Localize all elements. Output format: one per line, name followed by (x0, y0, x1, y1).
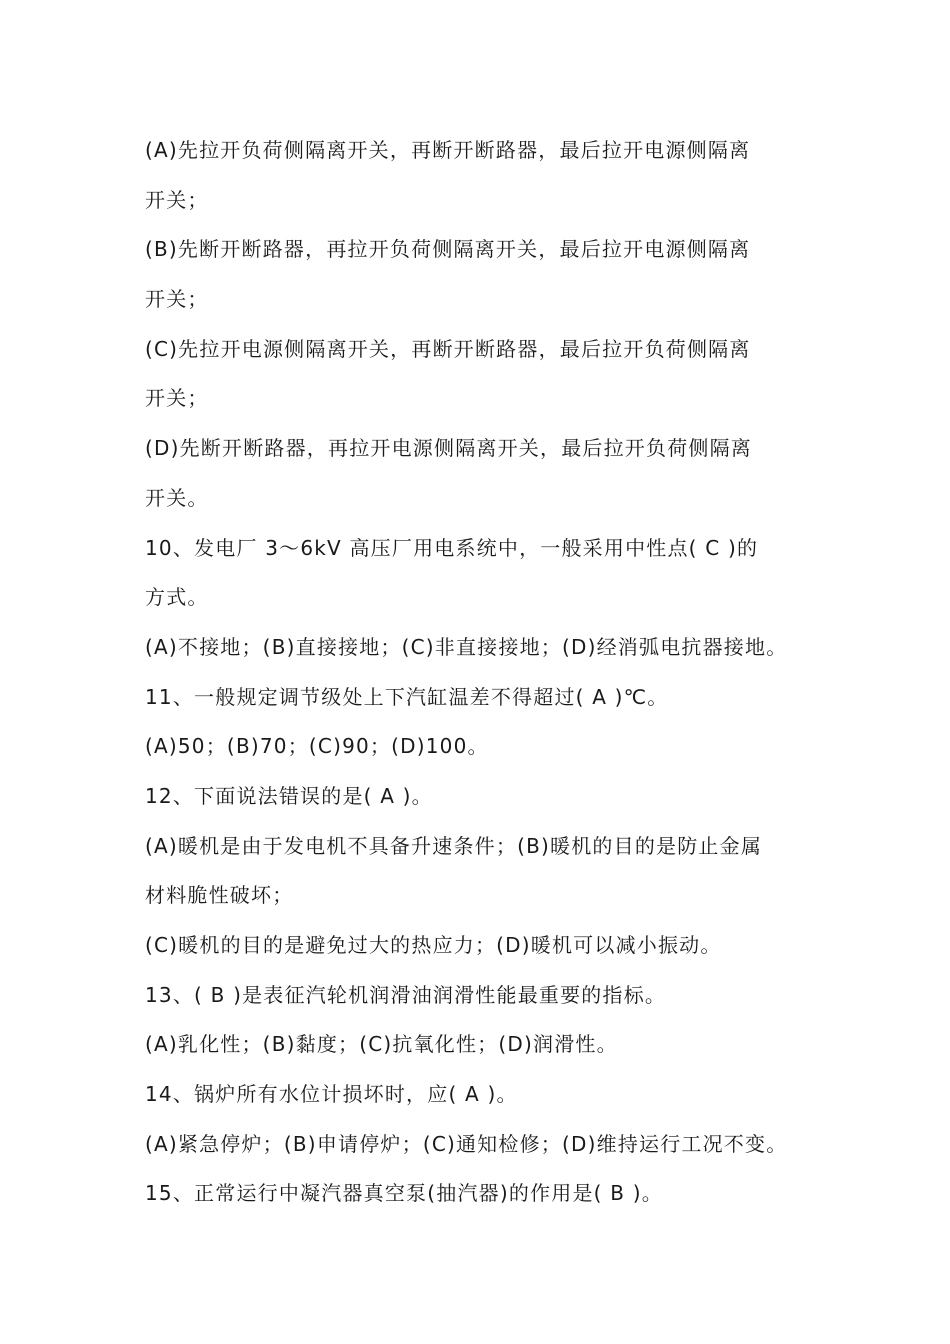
question-15: 15、正常运行中凝汽器真空泵(抽汽器)的作用是( B )。 (145, 1181, 663, 1206)
option-b-continuation: 开关； (145, 287, 209, 312)
option-d-continuation: 开关。 (145, 485, 209, 510)
question-12: 12、下面说法错误的是( A )。 (145, 783, 433, 808)
option-c-continuation: 开关； (145, 386, 209, 411)
question-10-continuation: 方式。 (145, 585, 209, 610)
option-d-line: (D)先断开断路器，再拉开电源侧隔离开关，最后拉开负荷侧隔离 (145, 436, 753, 461)
question-13: 13、( B )是表征汽轮机润滑油润滑性能最重要的指标。 (145, 982, 667, 1007)
question-14: 14、锅炉所有水位计损坏时，应( A )。 (145, 1082, 518, 1107)
option-a-line: (A)先拉开负荷侧隔离开关，再断开断路器，最后拉开电源侧隔离 (145, 138, 751, 162)
question-11-options: (A)50；(B)70；(C)90；(D)100。 (145, 734, 489, 759)
question-11: 11、一般规定调节级处上下汽缸温差不得超过( A )℃。 (145, 684, 669, 709)
question-14-options: (A)紧急停炉；(B)申请停炉；(C)通知检修；(D)维持运行工况不变。 (145, 1131, 788, 1156)
question-12-options-continuation: 材料脆性破坏； (145, 883, 294, 908)
option-c-line: (C)先拉开电源侧隔离开关，再断开断路器，最后拉开负荷侧隔离 (145, 336, 751, 361)
question-12-options: (A)暖机是由于发电机不具备升速条件；(B)暖机的目的是防止金属 (145, 833, 763, 858)
question-13-options: (A)乳化性；(B)黏度；(C)抗氧化性；(D)润滑性。 (145, 1032, 618, 1057)
question-12-options-2: (C)暖机的目的是避免过大的热应力；(D)暖机可以减小振动。 (145, 933, 722, 957)
option-b-line: (B)先断开断路器，再拉开负荷侧隔离开关，最后拉开电源侧隔离 (145, 237, 751, 262)
option-a-continuation: 开关； (145, 187, 209, 212)
question-10: 10、发电厂 3～6kV 高压厂用电系统中，一般采用中性点( C )的 (145, 535, 759, 560)
document-body (145, 127, 825, 1220)
question-10-options: (A)不接地；(B)直接接地；(C)非直接接地；(D)经消弧电抗器接地。 (145, 634, 788, 659)
